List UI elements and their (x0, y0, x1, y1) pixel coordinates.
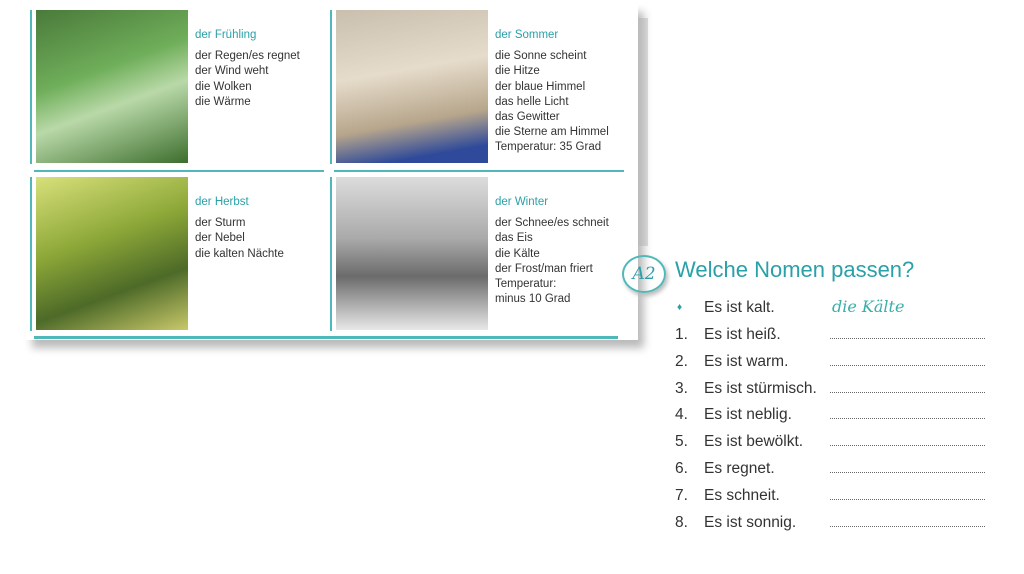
summer-beach-photo (336, 10, 488, 163)
answer-blank[interactable] (830, 418, 985, 419)
season-card (330, 177, 626, 331)
season-title: der Herbst (195, 196, 249, 208)
vocab-line: die kalten Nächte (195, 247, 284, 260)
exercise-title: Welche Nomen passen? (675, 257, 915, 282)
answer-blank[interactable] (830, 445, 985, 446)
vocab-line: Temperatur: 35 Grad (495, 141, 602, 154)
answer-blank[interactable] (830, 472, 985, 473)
divider (34, 336, 618, 339)
item-sentence: Es ist stürmisch. (704, 379, 817, 397)
answer-blank[interactable] (830, 499, 985, 500)
vocab-line: der Sturm (195, 217, 246, 230)
item-number: 3. (675, 379, 688, 397)
season-card (330, 10, 626, 164)
answer-blank[interactable] (830, 392, 985, 393)
exercise-item (675, 460, 995, 480)
vocab-line: die Wolken (195, 80, 252, 93)
vocab-line: der Regen/es regnet (195, 50, 300, 63)
vocab-line: der blaue Himmel (495, 80, 586, 93)
vocab-line: der Nebel (195, 232, 245, 245)
item-sentence: Es regnet. (704, 460, 775, 477)
vocab-line: der Frost/man friert (495, 262, 593, 275)
answer-blank[interactable] (830, 338, 985, 339)
example-row (675, 299, 995, 319)
card-border (330, 177, 332, 331)
item-sentence: Es ist bewölkt. (704, 433, 804, 451)
item-sentence: Es schneit. (704, 486, 780, 504)
autumn-trees-photo (36, 177, 188, 330)
item-number: 8. (675, 513, 688, 531)
vocab-line: der Schnee/es schneit (495, 217, 609, 230)
item-number: 5. (675, 433, 688, 451)
winter-road-photo (336, 177, 488, 330)
exercise-badge: A2 (622, 255, 666, 293)
answer-blank[interactable] (830, 526, 985, 527)
bullet-icon: ♦ (677, 302, 683, 313)
vocab-line: das Gewitter (495, 111, 560, 124)
vocab-line: die Kälte (495, 247, 540, 260)
exercise-item (675, 380, 995, 400)
card-border (30, 177, 32, 331)
vocab-line: die Wärme (195, 95, 251, 108)
card-divider (34, 170, 324, 172)
item-sentence: Es ist heiß. (704, 326, 781, 343)
example-sentence: Es ist kalt. (704, 299, 775, 316)
item-number: 1. (675, 326, 688, 343)
item-number: 4. (675, 406, 688, 424)
answer-blank[interactable] (830, 365, 985, 366)
card-border (330, 10, 332, 164)
exercise-item (675, 326, 995, 346)
vocab-line: Temperatur: (495, 278, 557, 291)
exercise-item (675, 406, 995, 426)
item-sentence: Es ist sonnig. (704, 513, 797, 531)
example-answer: die Kälte (832, 297, 905, 316)
spring-forest-photo (36, 10, 188, 163)
season-card (30, 10, 326, 164)
vocab-line: minus 10 Grad (495, 293, 571, 306)
vocab-line: das Eis (495, 232, 533, 245)
item-sentence: Es ist neblig. (704, 406, 792, 424)
season-card (30, 177, 326, 331)
exercise-item (675, 514, 995, 534)
exercise-item (675, 487, 995, 507)
vocab-line: der Wind weht (195, 65, 269, 78)
item-number: 7. (675, 486, 688, 504)
season-title: der Winter (495, 196, 549, 208)
card-border (30, 10, 32, 164)
vocab-line: die Hitze (495, 65, 540, 78)
item-sentence: Es ist warm. (704, 352, 789, 370)
vocab-line: das helle Licht (495, 95, 569, 108)
season-title: der Frühling (195, 29, 257, 41)
season-title: der Sommer (495, 29, 559, 41)
vocab-line: die Sonne scheint (495, 50, 587, 63)
vocab-line: die Sterne am Himmel (495, 126, 609, 139)
item-number: 6. (675, 460, 688, 477)
exercise-item (675, 433, 995, 453)
exercise-item (675, 353, 995, 373)
item-number: 2. (675, 352, 688, 370)
card-divider (334, 170, 624, 172)
